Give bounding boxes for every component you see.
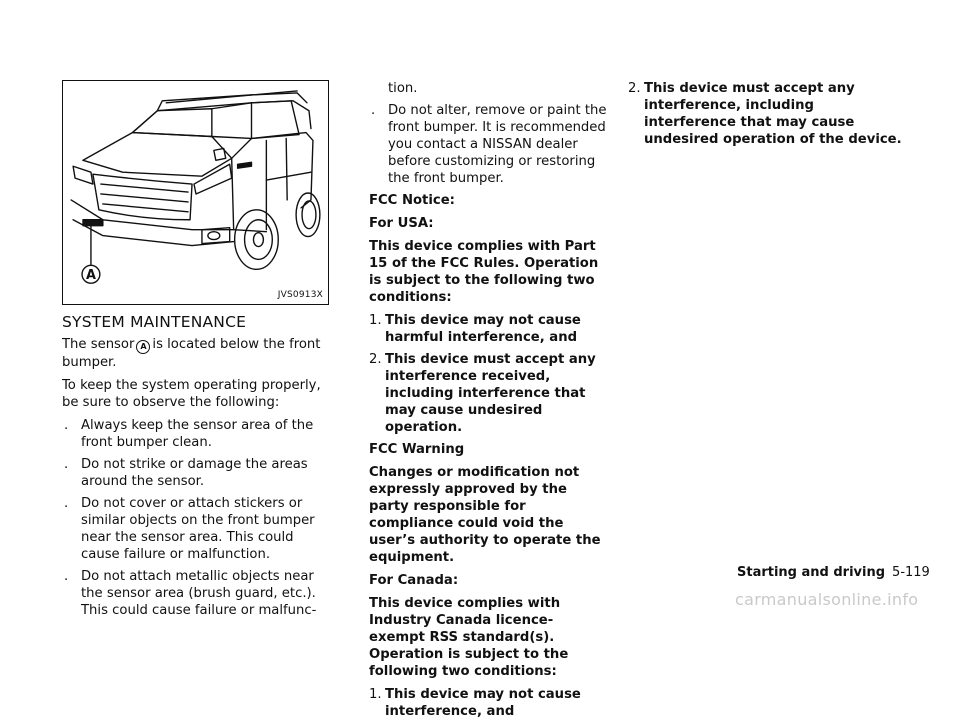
section-title: SYSTEM MAINTENANCE — [62, 313, 247, 331]
list-item — [62, 568, 332, 619]
bullet-text: Do not cover or attach stickers or similar objects on the front bumper near the sensor area. This could cause failure or malfunction. — [81, 496, 315, 562]
list-item — [369, 686, 609, 720]
intro-before: The sensor — [62, 337, 135, 352]
list-number: 1. — [369, 687, 382, 702]
for-canada-heading: For Canada: — [369, 573, 459, 588]
sensor-symbol: A — [136, 340, 150, 354]
list-item — [62, 417, 332, 451]
bullet-mark: . — [64, 457, 69, 472]
list-number: 2. — [369, 352, 382, 367]
list-number: 1. — [369, 313, 382, 328]
condition-text: This device must accept any interference, including interference that may cause undesired operation of the device. — [644, 81, 902, 147]
list-item — [369, 351, 609, 436]
bullet-mark: . — [64, 418, 69, 433]
fcc-warning-heading: FCC Warning — [369, 442, 465, 457]
canada-compliance-text: This device complies with Industry Canada licence-exempt RSS standard(s). Operation is subject to the following two conditions: — [369, 596, 569, 679]
column-3 — [628, 80, 903, 153]
vehicle-illustration — [62, 80, 329, 305]
bullet-text: Always keep the sensor area of the front bumper clean. — [81, 418, 314, 450]
column-1 — [62, 336, 332, 624]
bullet-text: tion. — [388, 81, 418, 96]
figure-callout-label: A — [85, 268, 96, 284]
figure-code: JVS0913X — [277, 290, 323, 300]
page-number: 5-119 — [892, 565, 930, 580]
lead-paragraph: To keep the system operating properly, be sure to observe the following: — [62, 378, 321, 410]
page-footer — [737, 565, 930, 580]
list-item — [369, 102, 609, 187]
list-item — [62, 495, 332, 563]
condition-text: This device must accept any interference received, including interference that may cause undesired operation. — [385, 352, 596, 435]
bullet-mark: . — [371, 103, 376, 118]
list-item — [62, 456, 332, 490]
bullet-mark: . — [64, 496, 69, 511]
bullet-mark: . — [64, 569, 69, 584]
bullet-text: Do not strike or damage the areas around the sensor. — [81, 457, 308, 489]
fcc-notice-heading: FCC Notice: — [369, 193, 455, 208]
intro-paragraph — [62, 336, 332, 371]
footer-section-name: Starting and driving — [737, 565, 886, 580]
list-item — [369, 312, 609, 346]
watermark: carmanualsonline.info — [735, 590, 919, 609]
list-item-continued — [369, 80, 609, 97]
bullet-text: Do not attach metallic objects near the sensor area (brush guard, etc.). This could cause failure or malfunc- — [81, 569, 317, 618]
condition-text: This device may not cause interference, and — [385, 687, 581, 719]
usa-compliance-text: This device complies with Part 15 of the FCC Rules. Operation is subject to the following two conditions: — [369, 239, 599, 305]
warning-text: Changes or modification not expressly approved by the party responsible for compliance could void the user’s authority to operate the equipment. — [369, 465, 601, 565]
column-2 — [369, 80, 609, 725]
condition-text: This device may not cause harmful interference, and — [385, 313, 581, 345]
list-number: 2. — [628, 81, 641, 96]
for-usa-heading: For USA: — [369, 216, 434, 231]
intro-after: is located below the front bumper. — [62, 337, 321, 370]
bullet-text: Do not alter, remove or paint the front bumper. It is recommended you contact a NISSAN dealer before customizing or restoring the front bumper. — [388, 103, 607, 186]
list-item — [628, 80, 903, 148]
suv-drawing — [63, 81, 328, 304]
